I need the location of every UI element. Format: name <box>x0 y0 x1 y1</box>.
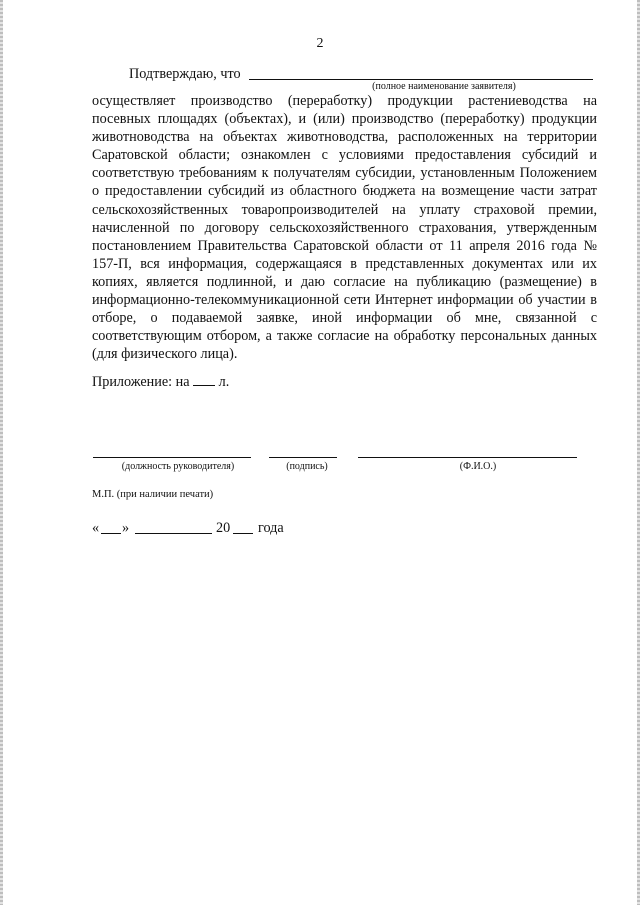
day-field[interactable] <box>101 533 121 534</box>
annex-label: Приложение: на <box>92 374 190 390</box>
annex-pages-field[interactable] <box>193 373 215 386</box>
annex-line <box>92 373 229 391</box>
body-text: осуществляет производство (переработку) продукции растениеводства на посевных площадях (объектах), и (или) производство (переработку) продукции животноводства на объектах животноводства, расположенных на территории Саратовской области; ознакомлен с условиями предоставления субсидий и соответствую требованиям к получателям субсидии, установленным Положением о предоставлении субсидий из областного бюджета на возмещение части затрат сельскохозяйственных товаропроизводителей на уплату страховой премии, начисленной по договору сельскохозяйственного страхования, утвержденным постановлением Правительства Саратовской области от 11 апреля 2016 года № 157-П, вся информация, содержащаяся в представленных документах или их копиях, является подлинной, и даю согласие на публикацию (размещение) в информационно-телекоммуникационной сети Интернет информации об участии в отборе, о подаваемой заявке, иной информации об мне, связанной с соответствующим отбором, а также согласие на обработку персональных данных (для физического лица). <box>92 93 597 363</box>
date-suffix: года <box>258 520 284 536</box>
applicant-name-field[interactable] <box>249 79 593 80</box>
position-field[interactable] <box>93 457 251 458</box>
page-number: 2 <box>316 36 324 51</box>
name-caption: (Ф.И.О.) <box>459 461 497 472</box>
page-edge-left <box>0 0 3 905</box>
date-row <box>92 520 412 540</box>
confirm-line <box>92 66 602 86</box>
applicant-caption: (полное наименование заявителя) <box>372 81 516 92</box>
signature-field[interactable] <box>269 457 337 458</box>
date-open-quote: « <box>92 520 100 536</box>
confirm-text: Подтверждаю, что <box>129 66 241 82</box>
date-close-quote: » <box>122 520 130 536</box>
annex-suffix: л. <box>218 374 230 390</box>
date-century: 20 <box>216 520 231 536</box>
month-field[interactable] <box>135 533 212 534</box>
stamp-note: М.П. (при наличии печати) <box>92 489 214 500</box>
signature-caption: (подпись) <box>286 461 328 472</box>
full-name-field[interactable] <box>358 457 577 458</box>
year-field[interactable] <box>233 533 253 534</box>
position-caption: (должность руководителя) <box>121 461 235 472</box>
